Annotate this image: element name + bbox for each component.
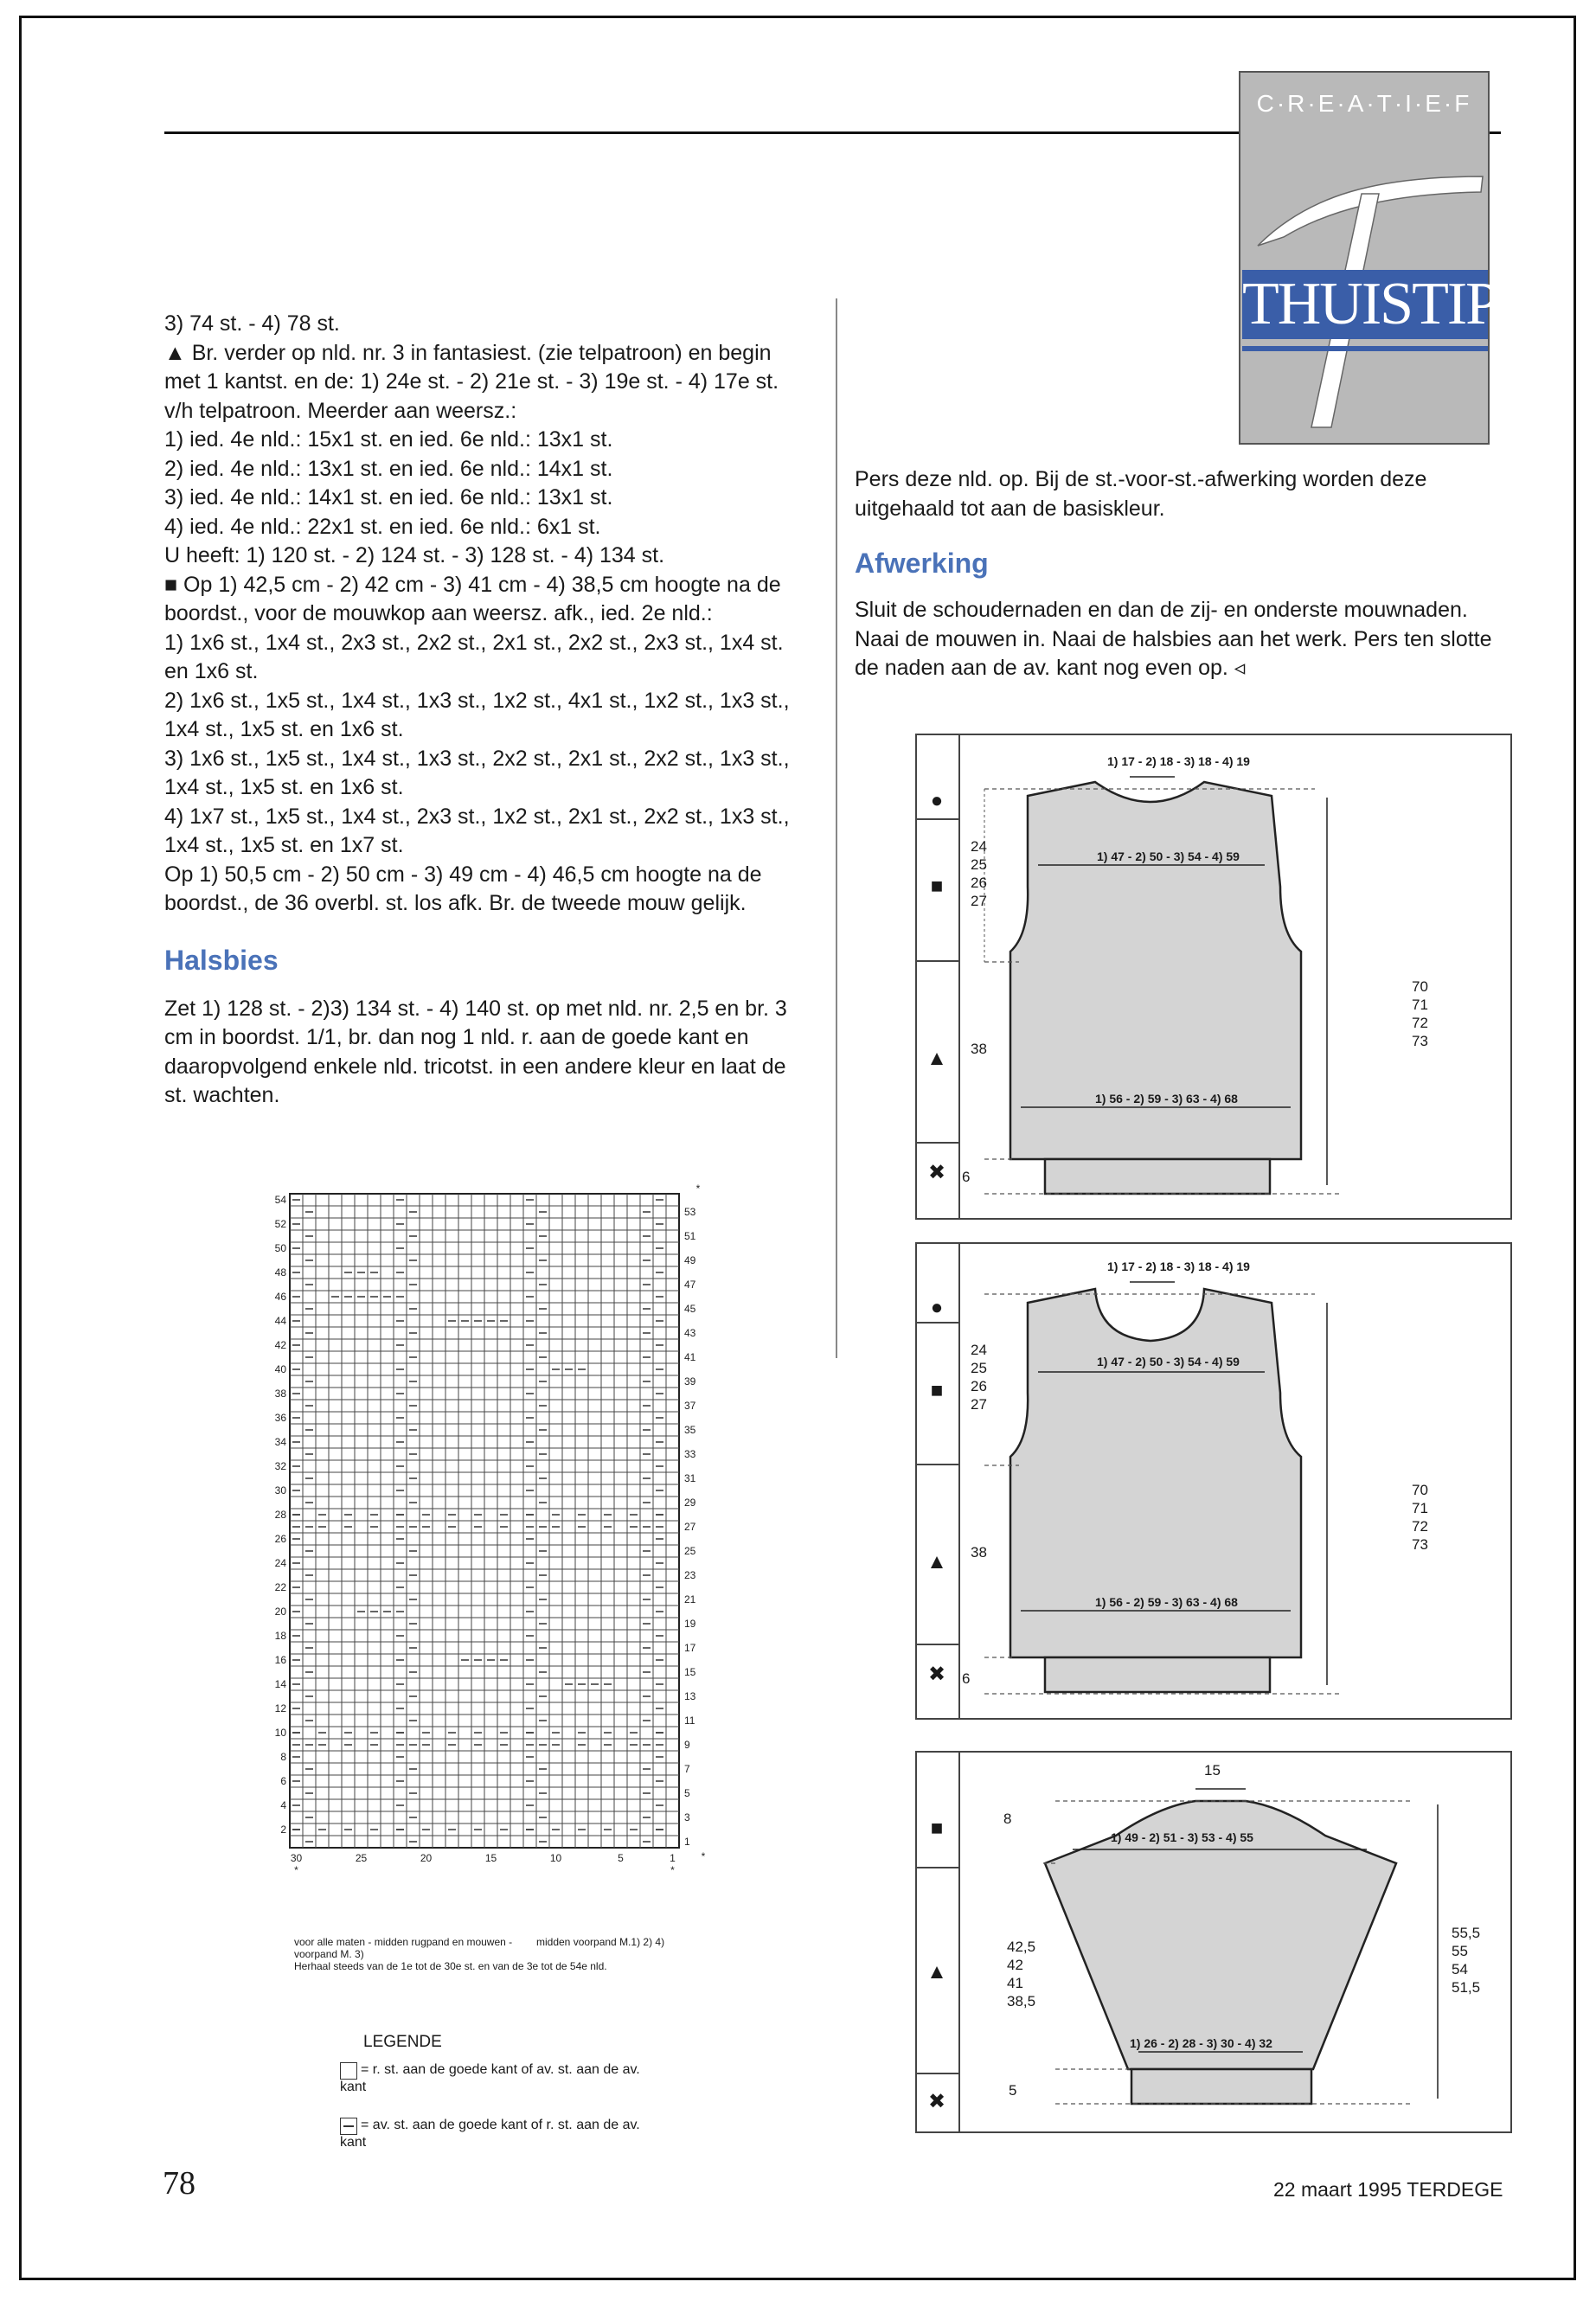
circle-icon: ●: [930, 789, 944, 812]
value: 25: [971, 856, 987, 873]
column-divider: [836, 298, 837, 1358]
divider: [917, 2073, 958, 2074]
divider: [917, 1322, 958, 1324]
right-text-column: [855, 465, 1495, 683]
value: 24: [971, 838, 987, 855]
text-line: 4) ied. 4e nld.: 22x1 st. en ied. 6e nld.: 6x1 st.: [164, 514, 601, 539]
right-row-number: 9: [684, 1739, 690, 1751]
sleeve-length-label: [1452, 1924, 1480, 1997]
column-number: 1: [670, 1852, 676, 1864]
right-row-number: 17: [684, 1642, 696, 1654]
sleeve-upper-width-label: 1) 49 - 2) 51 - 3) 53 - 4) 55: [1111, 1830, 1253, 1844]
back-hem-label: 1) 56 - 2) 59 - 3) 63 - 4) 68: [1095, 1595, 1238, 1609]
value: 55,5: [1452, 1925, 1481, 1941]
chart-caption: [294, 1936, 735, 1972]
left-row-number: 10: [274, 1727, 286, 1739]
right-row-number: 5: [684, 1787, 690, 1799]
left-row-number: 18: [274, 1630, 286, 1642]
caption-right: midden voorpand M.1) 2) 4): [536, 1936, 665, 1948]
column-number: 10: [549, 1852, 562, 1864]
text-line: 2) ied. 4e nld.: 13x1 st. en ied. 6e nld.: 14x1 st.: [164, 456, 613, 481]
page-number: 78: [163, 2165, 195, 2202]
divider: [917, 1464, 958, 1465]
cross-icon: ✖: [927, 1663, 946, 1686]
sleeve-garment-drawing: [960, 1753, 1510, 2131]
legend-title: LEGENDE: [363, 2033, 442, 2051]
sleeve-height-label: [1007, 1938, 1035, 2010]
cross-icon: ✖: [927, 2090, 946, 2113]
text-paragraph: 4) 1x7 st., 1x5 st., 1x4 st., 2x3 st., 1x2 st., 2x1 st., 2x2 st., 1x3 st., 1x4 st., 1x5 st. en 1x7 st.: [164, 804, 790, 857]
legend-knit-text: = r. st. aan de goede kant of av. st. aan de av. kant: [340, 2062, 640, 2094]
value: 72: [1412, 1518, 1428, 1535]
right-row-number: 53: [684, 1206, 696, 1218]
right-row-number: 41: [684, 1351, 696, 1363]
text-paragraph: Op 1) 50,5 cm - 2) 50 cm - 3) 49 cm - 4) 46,5 cm hoogte na de boordst., de 36 overbl. st. los afk. Br. de tweede mouw gelijk.: [164, 862, 762, 915]
creatief-thuistips-logo: [1239, 71, 1530, 445]
afwerking-heading: Afwerking: [855, 548, 989, 579]
right-row-number: 25: [684, 1545, 696, 1557]
left-row-number: 8: [280, 1751, 286, 1763]
front-rib-label: 6: [962, 1169, 971, 1185]
left-row-number: 30: [274, 1484, 286, 1497]
square-icon: ■: [930, 875, 944, 898]
value: 73: [1412, 1033, 1428, 1049]
right-row-number: 45: [684, 1303, 696, 1315]
value: 41: [1007, 1975, 1023, 1991]
left-row-number: 44: [274, 1315, 286, 1327]
circle-icon: ●: [930, 1296, 944, 1319]
right-row-number: 29: [684, 1497, 696, 1509]
right-row-number: 1: [684, 1836, 690, 1848]
text-paragraph: ■ Op 1) 42,5 cm - 2) 42 cm - 3) 41 cm - 4) 38,5 cm hoogte na de boordst., voor de mouwkop aan weersz. afk., ied. 2e nld.:: [164, 572, 781, 625]
value: 70: [1412, 978, 1428, 995]
right-row-number: 15: [684, 1666, 696, 1678]
front-body-height-label: 38: [971, 1041, 987, 1057]
column-number: 5: [618, 1852, 624, 1864]
right-row-number: 39: [684, 1375, 696, 1388]
halsbies-text: Zet 1) 128 st. - 2)3) 134 st. - 4) 140 st. op met nld. nr. 2,5 en br. 3 cm in boordst. 1/1, br. dan nog 1 nld. r. aan de goede kant en daaropvolgend enkele nld. tricotst. in een andere kleur en laat de st. wachten.: [164, 996, 787, 1107]
front-chest-label: 1) 47 - 2) 50 - 3) 54 - 4) 59: [1097, 849, 1240, 863]
sleeve-cap-height-label: 8: [1003, 1811, 1012, 1827]
back-rib-label: 6: [962, 1670, 971, 1687]
value: 26: [971, 875, 987, 891]
sleeve-rib-label: 5: [1009, 2082, 1017, 2099]
symbol-column: [917, 735, 960, 1218]
value: 71: [1412, 1500, 1428, 1516]
right-row-number: 47: [684, 1279, 696, 1291]
left-row-number: 52: [274, 1218, 286, 1230]
right-row-number: 21: [684, 1593, 696, 1606]
star-marker: *: [701, 1850, 706, 1862]
left-row-number: 16: [274, 1654, 286, 1666]
text-paragraph: 2) 1x6 st., 1x5 st., 1x4 st., 1x3 st., 1x2 st., 4x1 st., 1x2 st., 1x3 st., 1x4 st., 1x5 st. en 1x6 st.: [164, 688, 790, 741]
left-row-number: 38: [274, 1388, 286, 1400]
value: 51,5: [1452, 1979, 1481, 1996]
front-hem-label: 1) 56 - 2) 59 - 3) 63 - 4) 68: [1095, 1092, 1238, 1106]
front-garment-drawing: [960, 735, 1510, 1218]
right-row-number: 35: [684, 1424, 696, 1436]
right-row-number: 23: [684, 1569, 696, 1581]
left-row-number: 12: [274, 1702, 286, 1715]
value: 38,5: [1007, 1993, 1036, 2009]
issue-date: 22 maart 1995 TERDEGE: [1273, 2178, 1503, 2201]
text-line: U heeft: 1) 120 st. - 2) 124 st. - 3) 128 st. - 4) 134 st.: [164, 543, 665, 567]
left-text-column: [164, 310, 809, 1111]
caption-repeat: Herhaal steeds van de 1e tot de 30e st. en van de 3e tot de 54e nld.: [294, 1960, 607, 1972]
right-row-number: 51: [684, 1230, 696, 1242]
back-shoulder-label: 1) 17 - 2) 18 - 3) 18 - 4) 19: [1107, 1259, 1250, 1273]
right-row-number: 31: [684, 1472, 696, 1484]
left-row-number: 20: [274, 1606, 286, 1618]
right-row-number: 27: [684, 1521, 696, 1533]
square-icon: ■: [930, 1379, 944, 1402]
value: 26: [971, 1378, 987, 1394]
value: 27: [971, 893, 987, 909]
square-icon: ■: [930, 1817, 944, 1840]
right-row-number: 43: [684, 1327, 696, 1339]
left-row-number: 42: [274, 1339, 286, 1351]
column-number: 20: [420, 1852, 433, 1864]
value: 54: [1452, 1961, 1468, 1977]
divider: [917, 818, 958, 820]
left-row-number: 26: [274, 1533, 286, 1545]
text-line: 1) ied. 4e nld.: 15x1 st. en ied. 6e nld.: 13x1 st.: [164, 427, 613, 452]
left-row-number: 24: [274, 1557, 286, 1569]
text-line: 3) ied. 4e nld.: 14x1 st. en ied. 6e nld.: 13x1 st.: [164, 485, 613, 510]
value: 25: [971, 1360, 987, 1376]
left-row-number: 32: [274, 1460, 286, 1472]
column-number: 30: [290, 1852, 303, 1864]
right-row-number: 19: [684, 1618, 696, 1630]
triangle-icon: ▲: [926, 1550, 947, 1574]
sleeve-cuff-width-label: 1) 26 - 2) 28 - 3) 30 - 4) 32: [1130, 2036, 1272, 2050]
text-paragraph: 1) 1x6 st., 1x4 st., 2x3 st., 2x2 st., 2x1 st., 2x2 st., 2x3 st., 1x4 st. en 1x6 st.: [164, 630, 784, 683]
value: 27: [971, 1396, 987, 1413]
cross-icon: ✖: [927, 1161, 946, 1184]
star-marker: *: [294, 1864, 298, 1876]
legend-item-purl: [340, 2118, 651, 2150]
column-number: 15: [484, 1852, 497, 1864]
left-row-number: 4: [280, 1799, 286, 1811]
front-armhole-label: [971, 837, 987, 910]
right-row-number: 7: [684, 1763, 690, 1775]
left-row-number: 46: [274, 1291, 286, 1303]
sleeve-schematic: [915, 1751, 1512, 2133]
left-row-number: 22: [274, 1581, 286, 1593]
symbol-column: [917, 1244, 960, 1718]
value: 71: [1412, 997, 1428, 1013]
back-schematic: [915, 1242, 1512, 1720]
left-row-number: 34: [274, 1436, 286, 1448]
column-number: 25: [355, 1852, 368, 1864]
value: 72: [1412, 1015, 1428, 1031]
triangle-icon: ▲: [926, 1960, 947, 1984]
empty-square-icon: [340, 2062, 357, 2080]
legend-item-knit: [340, 2062, 651, 2095]
logo-wordmark: THUISTIPS: [1242, 271, 1530, 337]
left-row-number: 50: [274, 1242, 286, 1254]
symbol-column: [917, 1753, 960, 2131]
triangle-icon: ▲: [926, 1047, 947, 1070]
right-row-number: 11: [684, 1715, 695, 1727]
left-row-number: 36: [274, 1412, 286, 1424]
left-row-number: 28: [274, 1509, 286, 1521]
star-marker: *: [670, 1864, 675, 1876]
text-paragraph: 3) 1x6 st., 1x5 st., 1x4 st., 1x3 st., 2x2 st., 2x1 st., 2x2 st., 1x3 st., 1x4 st., 1x5 st. en 1x6 st.: [164, 746, 790, 799]
divider: [917, 960, 958, 962]
afwerking-text: Sluit de schoudernaden en dan de zij- en onderste mouwnaden. Naai de mouwen in. Naai de halsbies aan het werk. Pers ten slotte de naden aan de av. kant nog even op. ◃: [855, 598, 1492, 680]
back-chest-label: 1) 47 - 2) 50 - 3) 54 - 4) 59: [1097, 1355, 1240, 1368]
star-marker: *: [695, 1183, 701, 1195]
front-length-label: [1412, 977, 1428, 1050]
left-row-number: 2: [280, 1823, 286, 1836]
value: 55: [1452, 1943, 1468, 1959]
back-armhole-label: [971, 1341, 987, 1413]
back-body-height-label: 38: [971, 1544, 987, 1561]
left-row-number: 14: [274, 1678, 286, 1690]
left-row-number: 40: [274, 1363, 286, 1375]
halsbies-heading: Halsbies: [164, 944, 279, 976]
value: 70: [1412, 1482, 1428, 1498]
value: 73: [1412, 1536, 1428, 1553]
right-row-number: 3: [684, 1811, 690, 1823]
dash-square-icon: [340, 2118, 357, 2135]
value: 24: [971, 1342, 987, 1358]
right-row-number: 37: [684, 1400, 696, 1412]
logo-top-text: C·R·E·A·T·I·E·F: [1256, 90, 1472, 117]
right-row-number: 13: [684, 1690, 696, 1702]
back-length-label: [1412, 1481, 1428, 1554]
knitting-chart: [255, 1185, 722, 1912]
left-row-number: 6: [280, 1775, 286, 1787]
intro-text: Pers deze nld. op. Bij de st.-voor-st.-afwerking worden deze uitgehaald tot aan de basiskleur.: [855, 467, 1427, 521]
text-line: 3) 74 st. - 4) 78 st.: [164, 311, 340, 336]
right-row-number: 33: [684, 1448, 696, 1460]
value: 42: [1007, 1957, 1023, 1973]
right-row-number: 49: [684, 1254, 696, 1266]
divider: [917, 1142, 958, 1144]
divider: [917, 1644, 958, 1645]
sleeve-top-width-label: 15: [1204, 1762, 1221, 1779]
front-shoulder-label: 1) 17 - 2) 18 - 3) 18 - 4) 19: [1107, 754, 1250, 768]
divider: [917, 1867, 958, 1868]
text-paragraph: ▲ Br. verder op nld. nr. 3 in fantasiest. (zie telpatroon) en begin met 1 kantst. en de: 1) 24e st. - 2) 21e st. - 3) 19e st. - 4) 17e st. v/h telpatroon. Meerder aan weersz.:: [164, 340, 779, 423]
value: 42,5: [1007, 1939, 1036, 1955]
left-row-number: 48: [274, 1266, 286, 1279]
logo-underline: [1242, 346, 1488, 351]
legend-purl-text: = av. st. aan de goede kant of r. st. aan de av. kant: [340, 2118, 640, 2150]
caption-left: voor alle maten - midden rugpand en mouwen - voorpand M. 3): [294, 1936, 513, 1960]
left-row-number: 54: [274, 1194, 286, 1206]
front-schematic: [915, 734, 1512, 1220]
